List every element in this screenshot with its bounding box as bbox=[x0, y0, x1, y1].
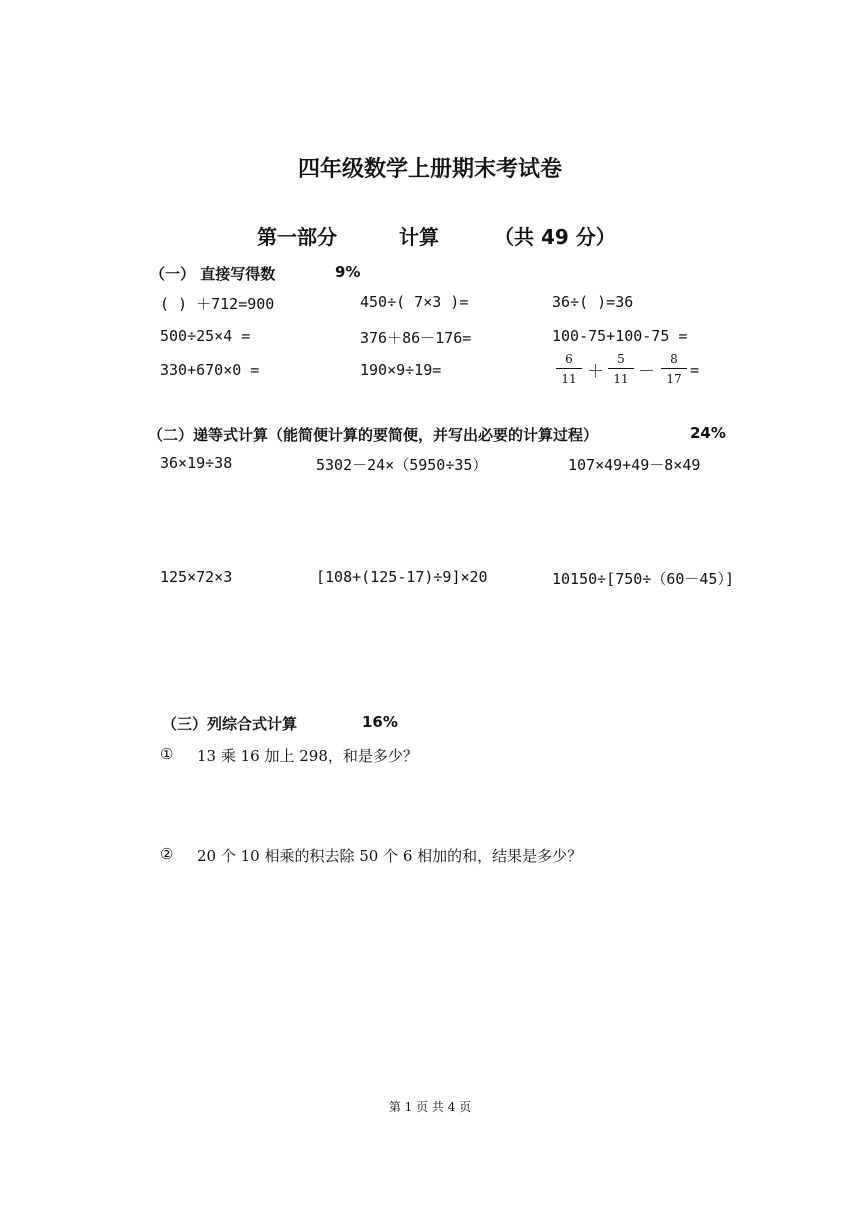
exam-title: 四年级数学上册期末考试卷 bbox=[297, 157, 562, 182]
section3-heading: （三）列综合式计算 bbox=[162, 715, 298, 733]
s2-item-1: 36×19÷38 bbox=[160, 454, 233, 472]
fraction-equals: = bbox=[690, 361, 700, 379]
question-2-text: 20 个 10 相乘的积去除 50 个 6 相加的和，结果是多少？ bbox=[197, 847, 583, 865]
question-1-marker: ① bbox=[160, 745, 174, 763]
fraction-denominator: 17 bbox=[666, 372, 682, 386]
s2-item-3: 107×49+49－8×49 bbox=[568, 456, 701, 474]
fraction-denominator: 11 bbox=[613, 372, 629, 386]
section2-heading: （二）递等式计算（能简便计算的要简便，并写出必要的计算过程） bbox=[148, 426, 599, 444]
s1-item-8: 190×9÷19= bbox=[360, 361, 442, 379]
section1-heading: （一） 直接写得数 bbox=[150, 265, 276, 283]
s2-item-6: 10150÷[750÷（60－45）] bbox=[552, 570, 734, 588]
section3-percent: 16% bbox=[362, 713, 398, 731]
fraction-numerator: 8 bbox=[670, 352, 678, 366]
part-name: 第一部分 bbox=[257, 225, 337, 249]
fraction-5-11 bbox=[608, 351, 634, 387]
s1-item-2: 450÷( 7×3 )= bbox=[360, 293, 469, 311]
fraction-numerator: 5 bbox=[617, 352, 625, 366]
s1-item-5: 376＋86－176= bbox=[360, 329, 472, 347]
page-footer: 第 1 页 共 4 页 bbox=[388, 1100, 472, 1114]
fraction-denominator: 11 bbox=[561, 372, 577, 386]
s2-item-4: 125×72×3 bbox=[160, 568, 233, 586]
s1-item-3: 36÷( )=36 bbox=[552, 293, 634, 311]
s1-item-7: 330+670×0 = bbox=[160, 361, 260, 379]
fraction-6-11 bbox=[556, 351, 582, 387]
question-1-text: 13 乘 16 加上 298，和是多少？ bbox=[197, 747, 418, 765]
s1-item-4: 500÷25×4 = bbox=[160, 327, 251, 345]
plus-operator: ＋ bbox=[587, 362, 604, 382]
part-topic: 计算 bbox=[399, 225, 439, 249]
s1-item-1: ( ) ＋712=900 bbox=[160, 295, 275, 313]
fraction-numerator: 6 bbox=[565, 352, 573, 366]
section2-percent: 24% bbox=[690, 424, 726, 442]
s2-item-5: [108+(125-17)÷9]×20 bbox=[316, 568, 488, 586]
s1-item-6: 100-75+100-75 = bbox=[552, 327, 688, 345]
question-2-marker: ② bbox=[160, 845, 174, 863]
s2-item-2: 5302－24×（5950÷35） bbox=[316, 456, 488, 474]
part-total: （共 49 分） bbox=[494, 225, 616, 249]
section1-percent: 9% bbox=[335, 263, 361, 281]
fraction-8-17 bbox=[661, 351, 687, 387]
minus-operator: － bbox=[638, 362, 655, 382]
